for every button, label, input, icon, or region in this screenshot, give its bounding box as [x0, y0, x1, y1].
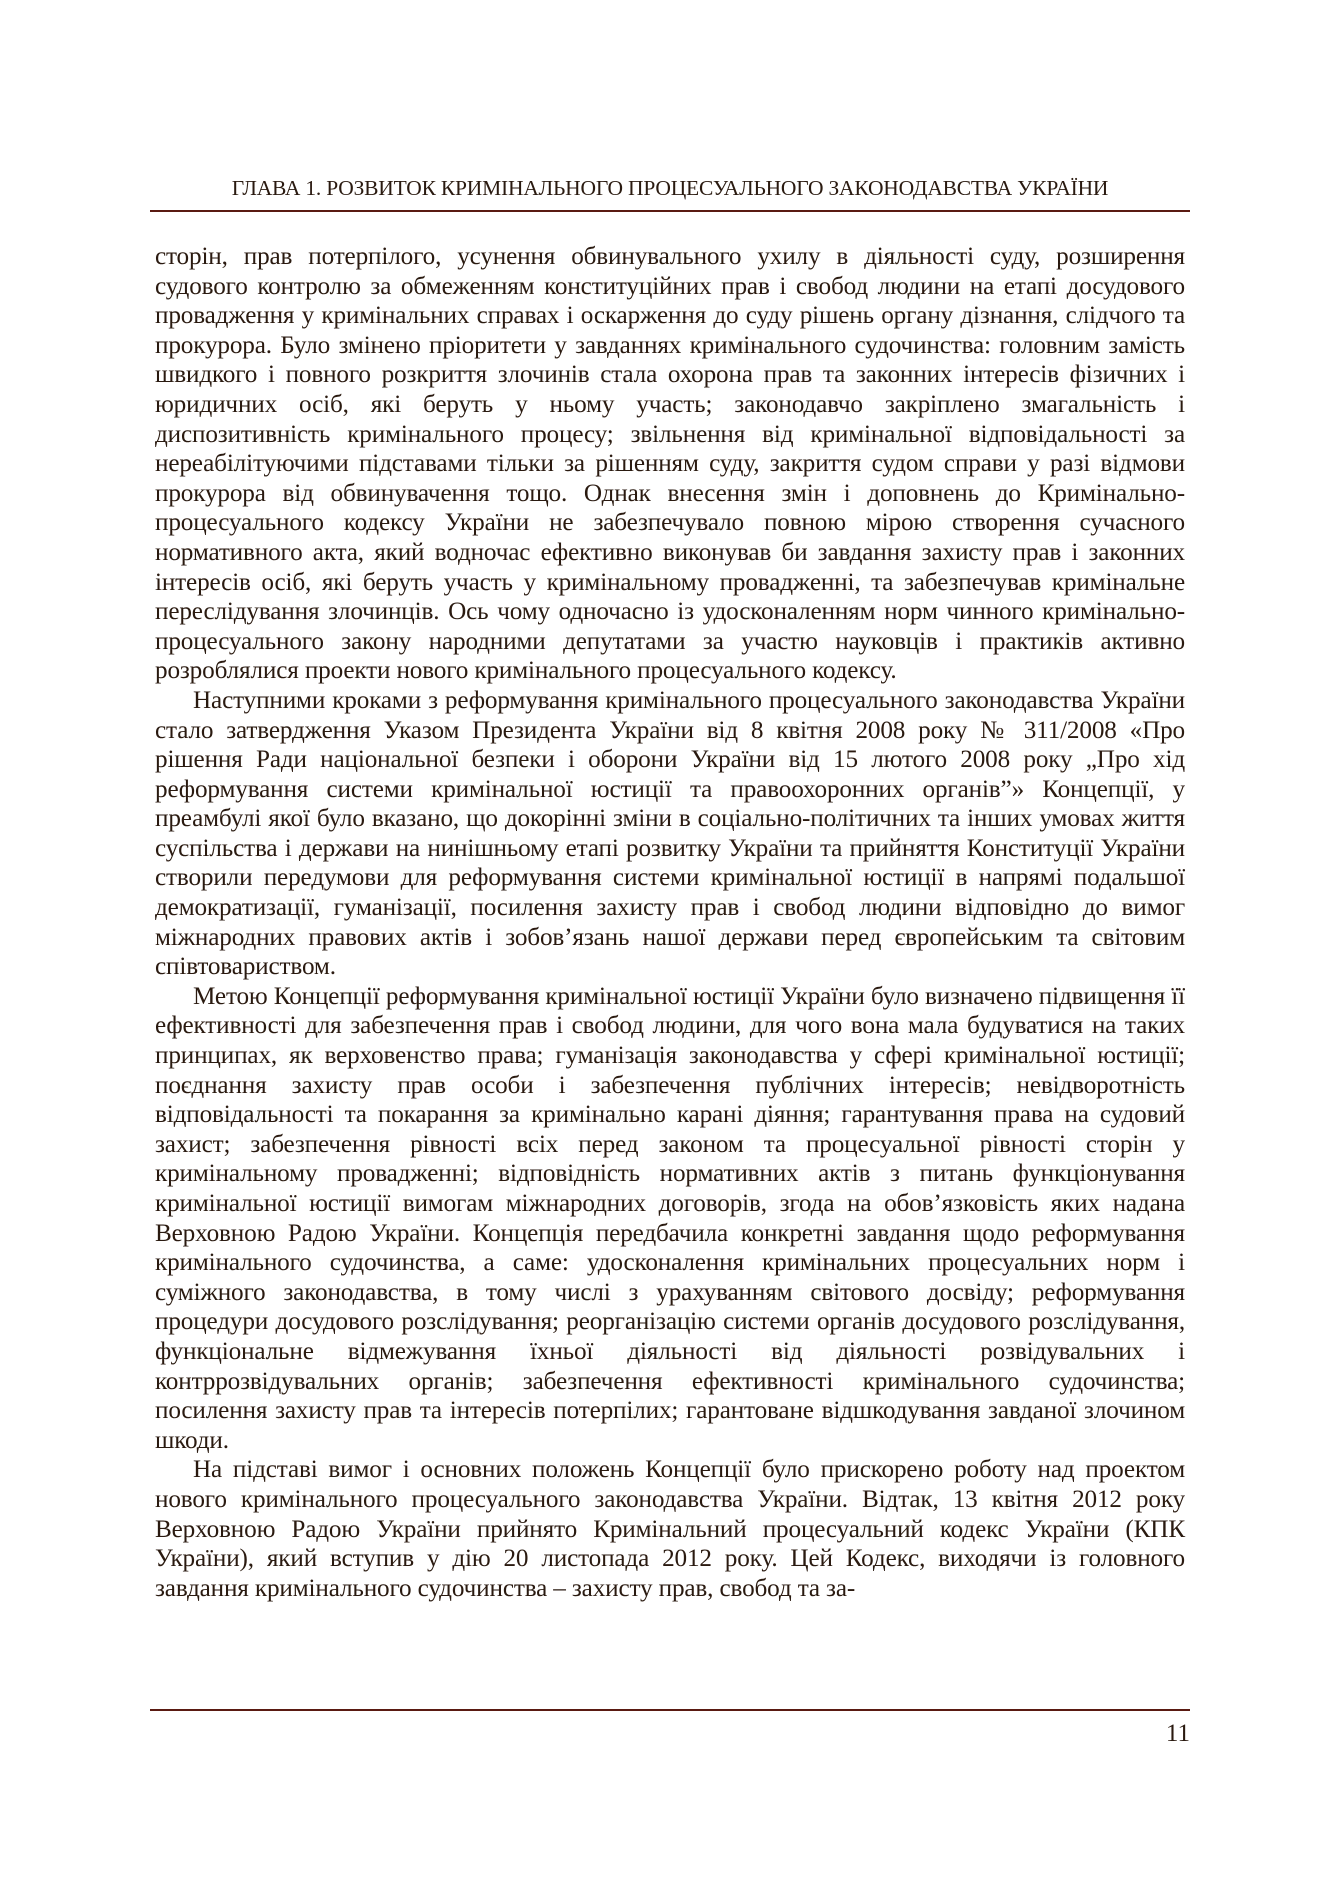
- paragraph: Наступними кроками з реформування кримінального процесуального законодавства України стало затвердження Указом Президента України від 8 квітня 2008 року № 311/2008 «Про рішення Ради національної безпеки і оборони України від 15 лютого 2008 року „Про хід реформування системи кримінальної юстиції та правоохоронних органів”» Концепції, у преамбулі якої було вказано, що докорінні зміни в соціально-політичних та інших умовах життя суспільства і держави на нинішньому етапі розвитку України та прийняття Конституції України створили передумови для реформування системи кримінальної юстиції в напрямі подальшої демократизації, гуманізації, посилення захисту прав і свобод людини відповідно до вимог міжнародних правових актів і зобов’язань нашої держави перед європейським та світовим співтовариством.: [155, 686, 1185, 981]
- running-header: ГЛАВА 1. РОЗВИТОК КРИМІНАЛЬНОГО ПРОЦЕСУАЛЬНОГО ЗАКОНОДАВСТВА УКРАЇНИ: [231, 176, 1109, 200]
- footer-divider: [150, 1709, 1190, 1711]
- paragraph-continuation: сторін, прав потерпілого, усунення обвинувального ухилу в діяльності суду, розширення судового контролю за обмеженням конституційних прав і свобод людини на етапі досудового провадження у кримінальних справах і оскарження до суду рішень органу дізнання, слідчого та прокурора. Було змінено пріоритети у завданнях кримінального судочинства: головним замість швидкого і повного розкриття злочинів стала охорона прав та законних інтересів фізичних і юридичних осіб, які беруть у ньому участь; законодавчо закріплено змагальність і диспозитивність кримінального процесу; звільнення від кримінальної відповідальності за нереабілітуючими підставами тільки за рішенням суду, закриття судом справи у разі відмови прокурора від обвинувачення тощо. Однак внесення змін і доповнень до Кримінально-процесуального кодексу України не забезпечувало повною мірою створення сучасного нормативного акта, який водночас ефективно виконував би завдання захисту прав і законних інтересів осіб, які беруть участь у кримінальному провадженні, та забезпечував кримінальне переслідування злочинців. Ось чому одночасно із удосконаленням норм чинного кримінально-процесуального закону народними депутатами за участю науковців і практиків активно розроблялися проекти нового кримінального процесуального кодексу.: [155, 243, 1185, 685]
- header-divider: [150, 210, 1190, 212]
- paragraph: Метою Концепції реформування кримінальної юстиції України було визначено підвищення її ефективності для забезпечення прав і свобод людини, для чого вона мала будуватися на таких принципах, як верховенство права; гуманізація законодавства у сфері кримінальної юстиції; поєднання захисту прав особи і забезпечення публічних інтересів; невідворотність відповідальності та покарання за кримінально карані діяння; гарантування права на судовий захист; забезпечення рівності всіх перед законом та процесуальної рівності сторін у кримінальному провадженні; відповідність нормативних актів з питань функціонування кримінальної юстиції вимогам міжнародних договорів, згода на обов’язковість яких надана Верховною Радою України. Концепція передбачила конкретні завдання щодо реформування кримінального судочинства, а саме: удосконалення кримінальних процесуальних норм і суміжного законодавства, в тому числі з урахуванням світового досвіду; реформування процедури досудового розслідування; реорганізацію системи органів досудового розслідування, функціональне відмежування їхньої діяльності від діяльності розвідувальних і контррозвідувальних органів; забезпечення ефективності кримінального судочинства; посилення захисту прав та інтересів потерпілих; гарантоване відшкодування завданої злочином шкоди.: [155, 982, 1185, 1454]
- paragraph: На підставі вимог і основних положень Концепції було прискорено роботу над проектом нового кримінального процесуального законодавства України. Відтак, 13 квітня 2012 року Верховною Радою України прийнято Кримінальний процесуальний кодекс України (КПК України), який вступив у дію 20 листопада 2012 року. Цей Кодекс, виходячи із головного завдання кримінального судочинства – захисту прав, свобод та за-: [155, 1456, 1185, 1602]
- body-text: [155, 242, 1185, 1603]
- page-number: 11: [1165, 1720, 1190, 1747]
